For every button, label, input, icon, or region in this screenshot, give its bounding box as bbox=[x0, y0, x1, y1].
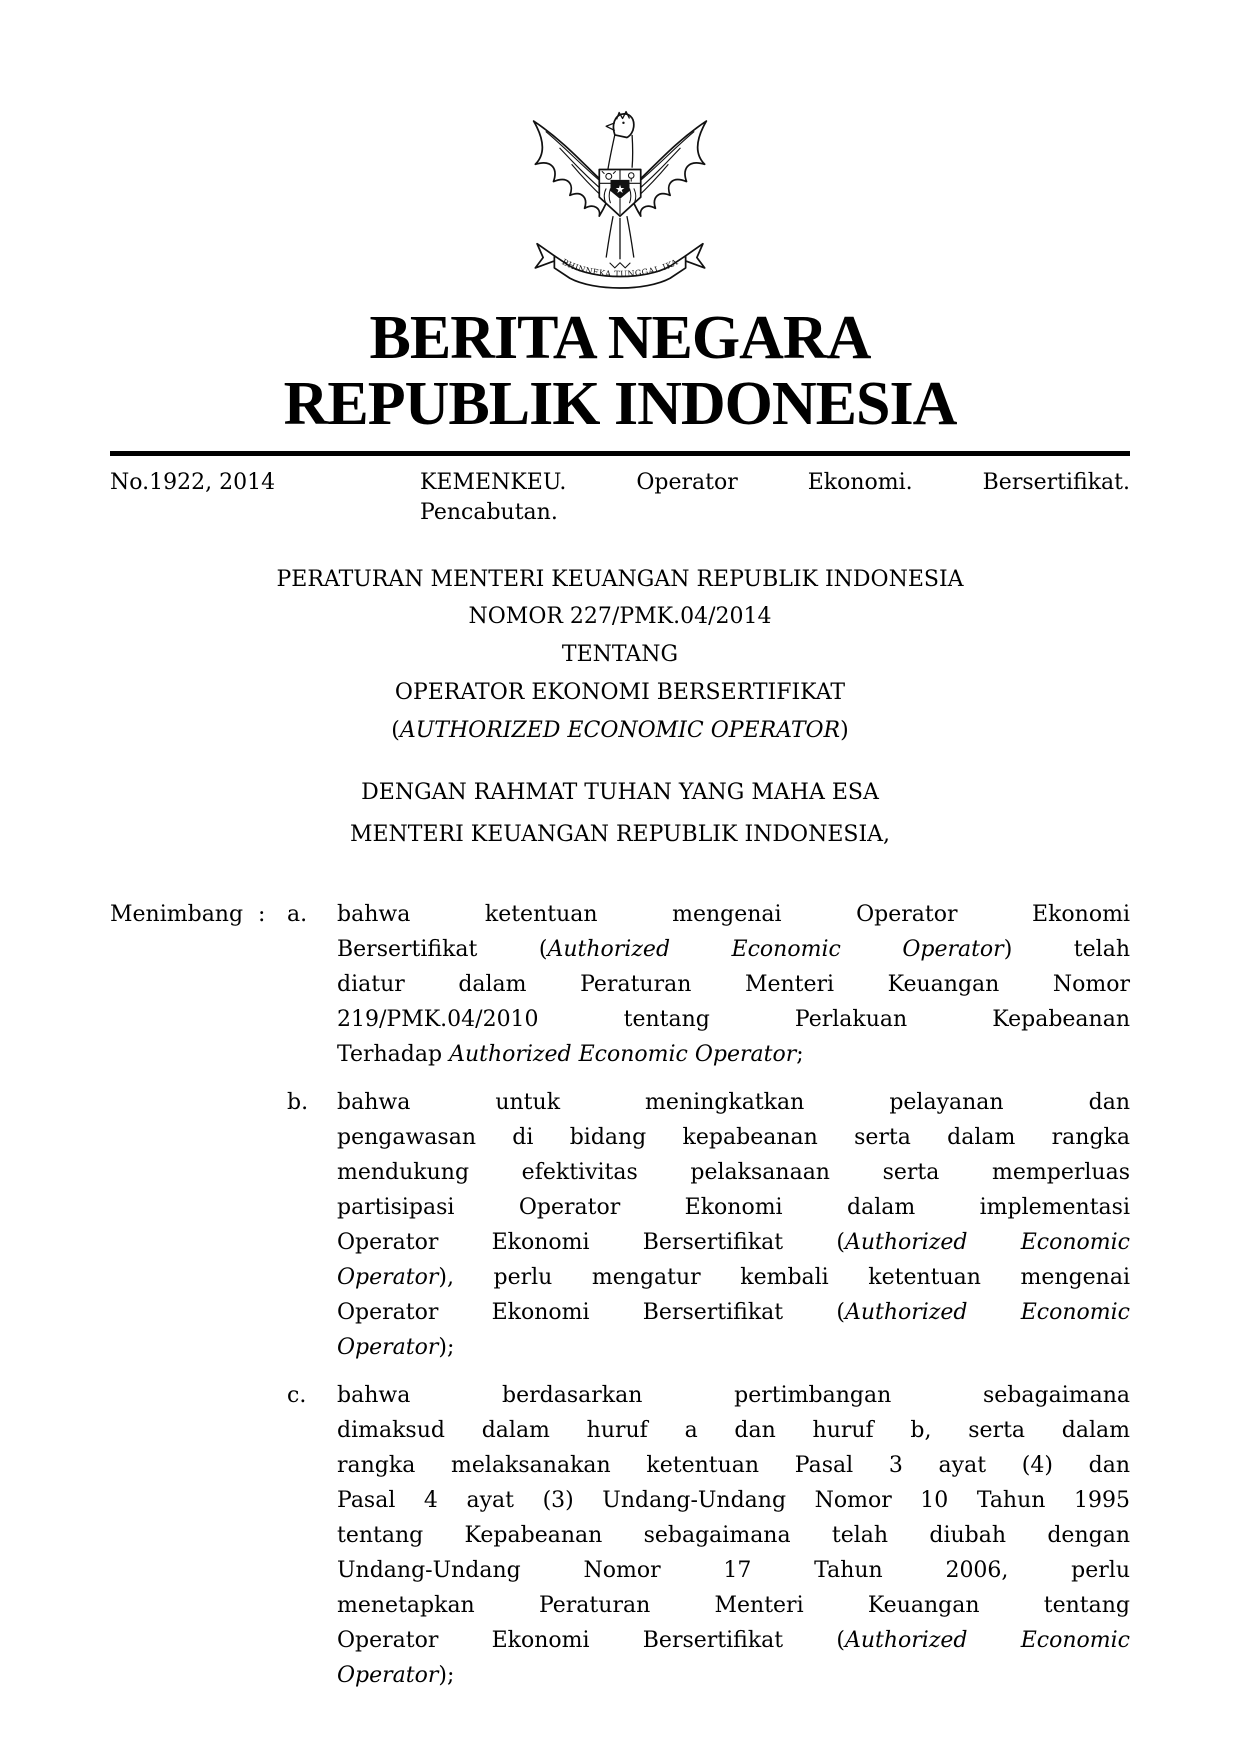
text-line: bahwa untuk meningkatkan pelayanan dan bbox=[337, 1089, 1130, 1115]
consideration-item bbox=[287, 897, 1130, 1072]
masthead-line-1: BERITA NEGARA bbox=[369, 303, 871, 372]
heading-line: MENTERI KEUANGAN REPUBLIK INDONESIA, bbox=[349, 821, 891, 847]
text-line: diatur dalam Peraturan Menteri Keuangan Nomor bbox=[337, 971, 1130, 997]
gazette-meta-row bbox=[110, 468, 1130, 528]
text-line: Bersertifikat (Authorized Economic Operator) telah bbox=[337, 936, 1130, 962]
text-line: tentang Kepabeanan sebagaimana telah diubah dengan bbox=[337, 1522, 1130, 1548]
text-line: Operator Ekonomi Bersertifikat (Authorized Economic bbox=[337, 1627, 1130, 1653]
text-line: Operator Ekonomi Bersertifikat (Authorized Economic bbox=[337, 1299, 1130, 1325]
text-line: Terhadap Authorized Economic Operator; bbox=[337, 1041, 804, 1067]
header-rule bbox=[110, 451, 1130, 456]
gazette-number: No.1922, 2014 bbox=[110, 469, 276, 495]
heading-line: PERATURAN MENTERI KEUANGAN REPUBLIK INDONESIA bbox=[276, 566, 964, 592]
item-text bbox=[337, 1085, 1130, 1365]
heading-line: (AUTHORIZED ECONOMIC OPERATOR) bbox=[391, 717, 849, 743]
text-line: Undang-Undang Nomor 17 Tahun 2006, perlu bbox=[337, 1557, 1130, 1583]
document-headings bbox=[110, 564, 1130, 851]
masthead-line-2: REPUBLIK INDONESIA bbox=[283, 369, 957, 438]
item-text bbox=[337, 897, 1130, 1072]
item-text bbox=[337, 1378, 1130, 1693]
considerations-section bbox=[110, 897, 1130, 1693]
garuda-pancasila-icon bbox=[525, 90, 715, 293]
text-line: bahwa ketentuan mengenai Operator Ekonomi bbox=[337, 901, 1130, 927]
heading-line: DENGAN RAHMAT TUHAN YANG MAHA ESA bbox=[361, 779, 879, 805]
text-line: menetapkan Peraturan Menteri Keuangan tentang bbox=[337, 1592, 1130, 1618]
text-line: bahwa berdasarkan pertimbangan sebagaimana bbox=[337, 1382, 1130, 1408]
gazette-subject-line: KEMENKEU. Operator Ekonomi. Bersertifikat. bbox=[420, 469, 1130, 495]
considerations-colon: : bbox=[258, 901, 266, 927]
heading-line: TENTANG bbox=[561, 641, 679, 667]
heading-line: OPERATOR EKONOMI BERSERTIFIKAT bbox=[394, 679, 846, 705]
gazette-subject bbox=[420, 468, 1130, 528]
text-line: dimaksud dalam huruf a dan huruf b, serta dalam bbox=[337, 1417, 1130, 1443]
item-letter: b. bbox=[287, 1089, 309, 1115]
gazette-subject-line: Pencabutan. bbox=[420, 499, 558, 525]
text-line: 219/PMK.04/2010 tentang Perlakuan Kepabeanan bbox=[337, 1006, 1130, 1032]
consideration-item bbox=[287, 1085, 1130, 1365]
consideration-item bbox=[287, 1378, 1130, 1693]
item-letter: c. bbox=[287, 1382, 307, 1408]
heading-line: NOMOR 227/PMK.04/2014 bbox=[468, 603, 772, 629]
text-line: Pasal 4 ayat (3) Undang-Undang Nomor 10 Tahun 1995 bbox=[337, 1487, 1130, 1513]
text-line: Operator), perlu mengatur kembali ketentuan mengenai bbox=[337, 1264, 1130, 1290]
text-line: rangka melaksanakan ketentuan Pasal 3 ayat (4) dan bbox=[337, 1452, 1130, 1478]
text-line: Operator); bbox=[337, 1662, 455, 1688]
text-line: partisipasi Operator Ekonomi dalam implementasi bbox=[337, 1194, 1130, 1220]
text-line: mendukung efektivitas pelaksanaan serta memperluas bbox=[337, 1159, 1130, 1185]
national-emblem bbox=[525, 90, 715, 293]
text-line: Operator); bbox=[337, 1334, 455, 1360]
considerations-label: Menimbang bbox=[110, 901, 244, 927]
considerations-list bbox=[287, 897, 1130, 1693]
text-line: Operator Ekonomi Bersertifikat (Authorized Economic bbox=[337, 1229, 1130, 1255]
masthead-title bbox=[110, 305, 1130, 437]
motto-text: BHINNEKA TUNGGAL IKA bbox=[560, 256, 680, 279]
star-icon: ★ bbox=[614, 182, 626, 196]
text-line: pengawasan di bidang kepabeanan serta dalam rangka bbox=[337, 1124, 1130, 1150]
item-letter: a. bbox=[287, 901, 308, 927]
